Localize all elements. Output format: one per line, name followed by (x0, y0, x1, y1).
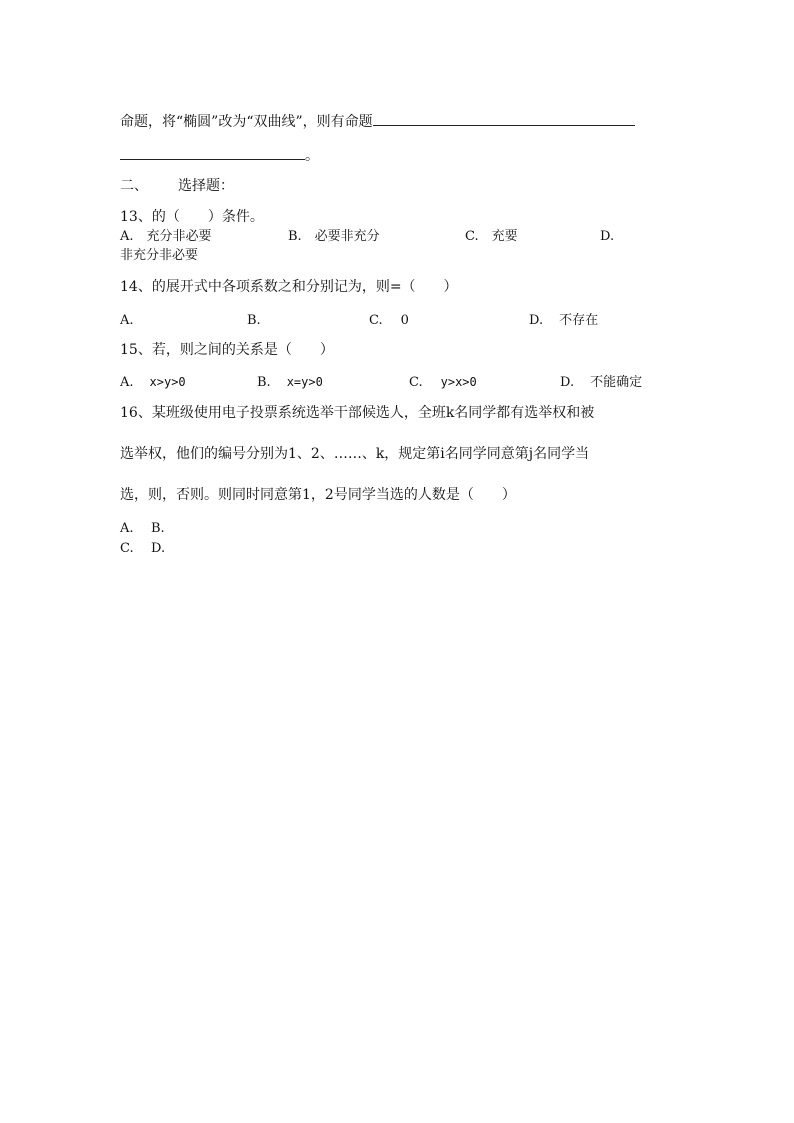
q16-option-a: A. (120, 521, 134, 536)
q13-option-c: C. 充要 (465, 229, 518, 244)
q16-line-1: 16、某班级使用电子投票系统选举干部候选人，全班k名同学都有选举权和被 (120, 405, 595, 421)
q14-option-d (529, 313, 598, 328)
q12-answer-blank-1 (373, 113, 635, 126)
q15-option-d-text: 不能确定 (590, 375, 643, 390)
q13-option-d-text: 非充分非必要 (120, 248, 199, 263)
q14-option-a: A. (120, 313, 134, 328)
q15-option-d (560, 375, 642, 390)
q15-option-b-text: x=y>0 (286, 375, 323, 389)
q14-option-c-label: C. (369, 313, 383, 328)
q16-option-b: B. (151, 521, 165, 536)
q14-option-c-text: 0 (400, 313, 409, 328)
q15-option-b (257, 375, 323, 390)
q12-text: 命题，将“椭圆”改为“双曲线”，则有命题 (120, 114, 373, 130)
q14-stem: 14、的展开式中各项系数之和分别记为，则=（ ） (120, 279, 458, 295)
section-heading (120, 178, 234, 194)
q14-option-c (369, 313, 409, 328)
q14-option-b: B. (247, 313, 261, 328)
q16-option-c: C. (120, 541, 134, 556)
q12-answer-blank-2 (120, 147, 305, 160)
q13-option-b: B. 必要非充分 (288, 229, 380, 244)
q12-line (120, 113, 635, 130)
q13-option-d-label: D. (600, 229, 615, 244)
q15-option-b-label: B. (257, 375, 271, 390)
section-number: 二、 (120, 178, 148, 194)
q14-option-d-text: 不存在 (559, 313, 599, 328)
q12-line-2 (120, 147, 319, 164)
q15-option-a-label: A. (120, 375, 134, 390)
q13-stem: 13、的（ ）条件。 (120, 209, 264, 225)
q13-option-a: A. 充分非必要 (120, 229, 212, 244)
q15-option-a (120, 375, 186, 390)
q15-stem: 15、若，则之间的关系是（ ） (120, 342, 334, 358)
q15-option-a-text: x>y>0 (149, 375, 186, 389)
q15-option-c-label: C. (409, 375, 423, 390)
q15-option-c (409, 375, 477, 390)
q15-option-c-text: y>x>0 (440, 375, 477, 389)
q12-end: 。 (305, 148, 319, 164)
q16-option-d: D. (151, 541, 166, 556)
q14-option-d-label: D. (529, 313, 544, 328)
q15-option-d-label: D. (560, 375, 575, 390)
q16-line-2: 选举权，他们的编号分别为1、2、……、k，规定第i名同学同意第j名同学当 (120, 446, 590, 462)
q16-line-3: 选，则，否则。则同时同意第1，2号同学当选的人数是（ ） (120, 487, 516, 503)
section-title: 选择题： (178, 178, 234, 194)
